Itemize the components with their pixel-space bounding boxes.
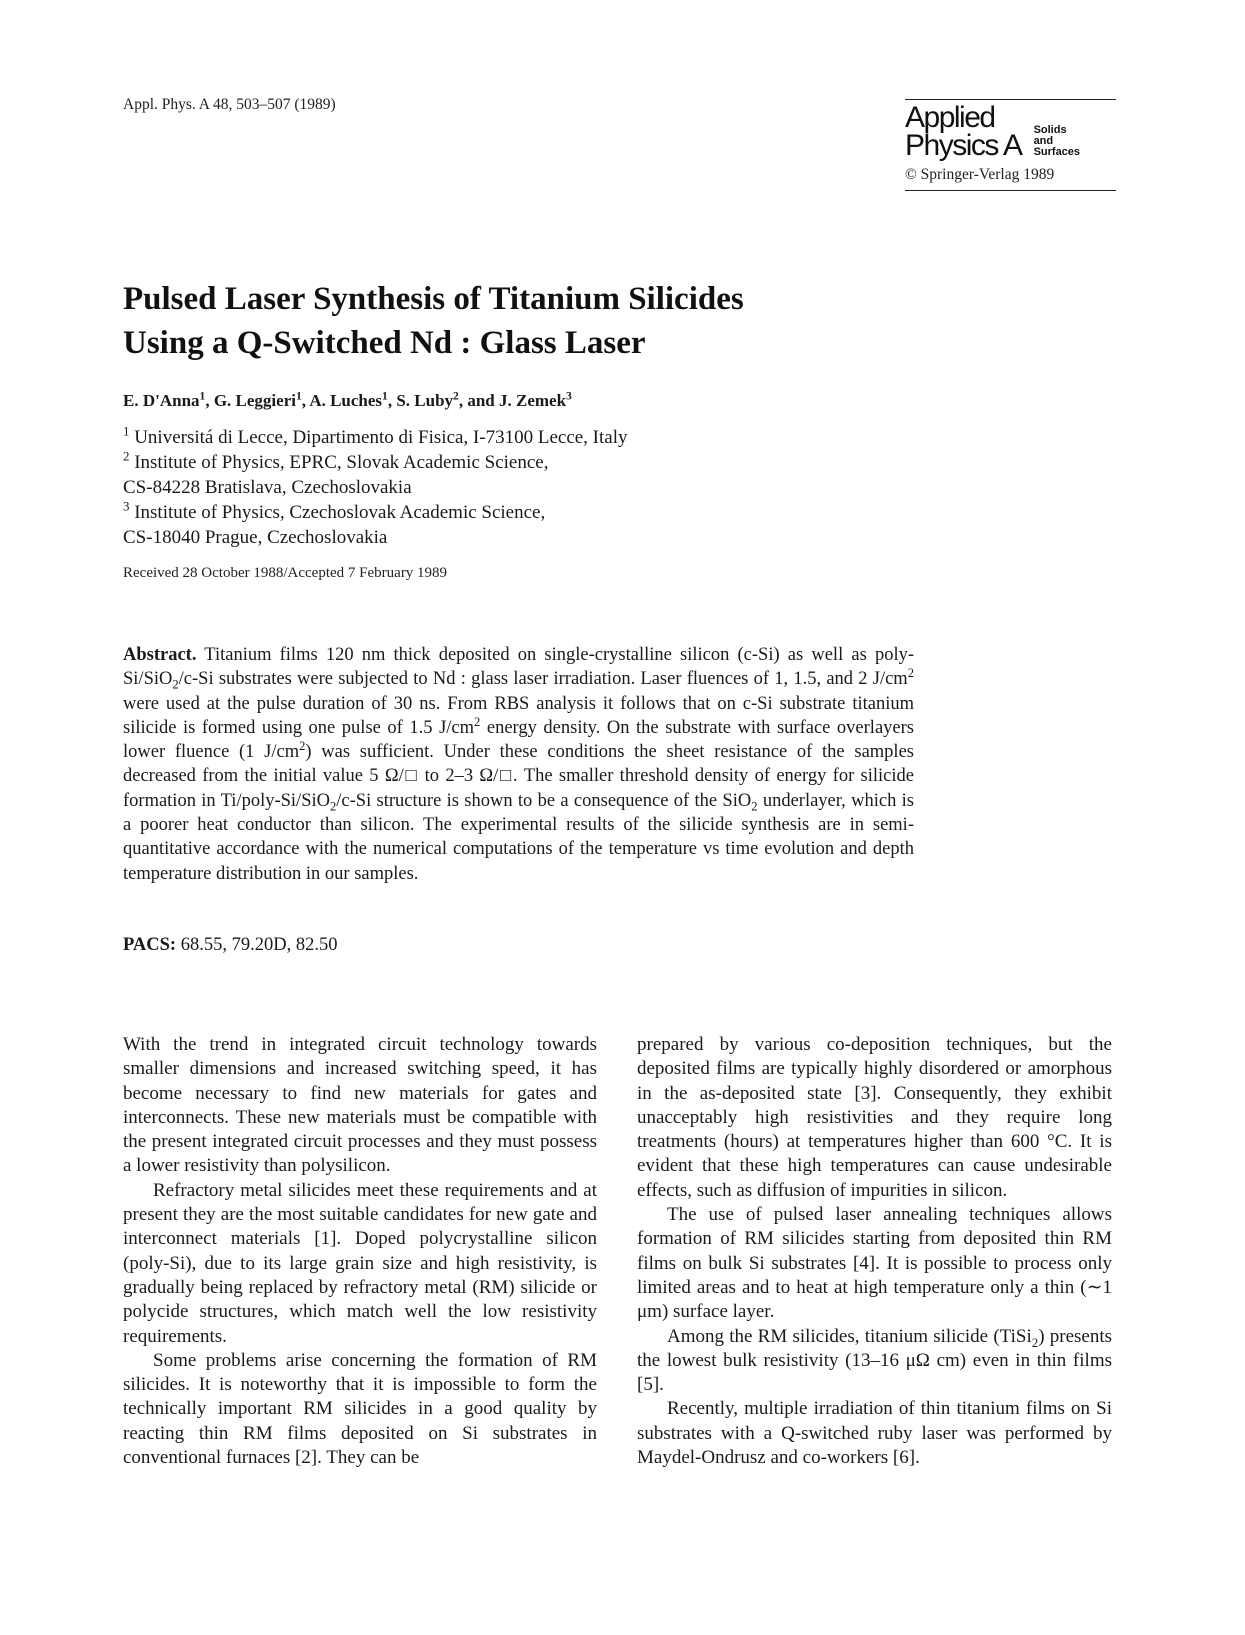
affiliation-3-cont: CS-18040 Prague, Czechoslovakia (123, 527, 388, 548)
author-separator: , (301, 391, 310, 410)
logo-sub-surfaces: Surfaces (1033, 146, 1081, 158)
abstract-text: Titanium films 120 nm thick deposited on single-crystalline silicon (c-Si) as well as poly-Si/SiO (123, 645, 914, 690)
author-separator: , (387, 391, 397, 410)
author-name: E. D'Anna (123, 391, 200, 410)
author-name: S. Luby (396, 391, 454, 410)
body-text: ) presents the lowest bulk resistivity (13–16 μΩ cm) even in thin films [5]. (637, 1325, 1112, 1396)
author-name: G. Leggieri (213, 391, 296, 410)
author-separator: , (205, 391, 214, 410)
body-paragraph: The use of pulsed laser annealing techniques allows formation of RM silicides starting from deposited thin RM films on bulk Si substrates [4]. It is possible to process only limited areas and to heat at high temperature only a thin (∼1 μm) surface layer. (637, 1204, 1112, 1323)
body-column-right (637, 1033, 1112, 1470)
author-name: J. Zemek (498, 391, 567, 410)
author-affil-mark: 1 (199, 389, 206, 403)
subscript: 2 (1031, 1334, 1039, 1350)
body-paragraph: With the trend in integrated circuit technology towards smaller dimensions and increased switching speed, it has become necessary to find new materials for gates and interconnects. These new materials must be compatible with the present integrated circuit processes and they must possess a lower resistivity than polysilicon. (123, 1034, 597, 1177)
affil-text: Institute of Physics, EPRC, Slovak Academic Science, (134, 452, 549, 473)
abstract-text: were used at the pulse duration of 30 ns. From RBS analysis it follows that on c-Si substrate titanium silicide is formed using one pulse of 1.5 J/cm (123, 693, 914, 738)
body-paragraph: prepared by various co-deposition techniques, but the deposited films are typically highly disordered or amorphous in the as-deposited state [3]. Consequently, they exhibit unacceptably high resistivities and they require long treatments (hours) at temperatures higher than 600 °C. It is evident that these high temperatures can cause undesirable effects, such as diffusion of impurities in silicon. (637, 1034, 1112, 1201)
affil-mark: 3 (123, 498, 130, 514)
affiliation-2 (123, 450, 628, 475)
logo-subtitle (1034, 125, 1080, 160)
abstract-text: /c-Si structure is shown to be a consequence of the SiO (336, 790, 752, 811)
affiliation-2-cont: CS-84228 Bratislava, Czechoslovakia (123, 477, 412, 498)
abstract-text: ) was sufficient. Under these conditions the sheet resistance of the samples decreased from the initial value 5 Ω/□ to 2–3 Ω/□. The smaller threshold density of energy for silicide formation in Ti/poly-Si/SiO (123, 742, 914, 811)
subscript: 2 (172, 677, 179, 692)
abstract-label: Abstract. (123, 645, 197, 665)
affil-text: Institute of Physics, Czechoslovak Academic Science, (134, 502, 546, 523)
affil-mark: 2 (123, 448, 130, 464)
body-paragraph: Recently, multiple irradiation of thin titanium films on Si substrates with a Q-switched ruby laser was performed by Maydel-Ondrusz and co-workers [6]. (637, 1398, 1112, 1469)
author-separator: , and (458, 391, 499, 410)
subscript: 2 (751, 799, 758, 814)
abstract (123, 643, 914, 886)
affil-mark: 1 (123, 423, 130, 439)
author-list (123, 391, 572, 411)
affil-text: Universitá di Lecce, Dipartimento di Fisica, I-73100 Lecce, Italy (134, 427, 628, 448)
logo-line-physics: Physics A (905, 129, 1022, 162)
body-paragraph (637, 1325, 1112, 1398)
subscript: 2 (330, 799, 337, 814)
title-line-1: Pulsed Laser Synthesis of Titanium Silicides (123, 281, 744, 317)
superscript: 2 (474, 714, 481, 729)
body-paragraph: Some problems arise concerning the formation of RM silicides. It is noteworthy that it is impossible to form the technically important RM silicides in a good quality by reacting thin RM films deposited on Si substrates in conventional furnaces [2]. They can be (123, 1349, 597, 1469)
logo-title (905, 101, 1022, 162)
title-line-2: Using a Q-Switched Nd : Glass Laser (123, 325, 646, 361)
superscript: 2 (299, 739, 306, 754)
abstract-text: underlayer, which is a poorer heat conductor than silicon. The experimental results of the silicide synthesis are in semi-quantitative accordance with the numerical computations of the temperature vs time evolution and depth temperature distribution in our samples. (123, 790, 914, 884)
author-affil-mark: 1 (295, 389, 302, 403)
logo-line-applied: Applied (905, 101, 995, 134)
pacs-codes (123, 935, 337, 956)
abstract-text: energy density. On the substrate with surface overlayers lower fluence (1 J/cm (123, 717, 914, 763)
author-name: A. Luches (309, 391, 383, 410)
affiliations (123, 425, 628, 550)
pacs-label: PACS: (123, 935, 177, 955)
author-affil-mark: 1 (382, 389, 388, 403)
journal-logo (905, 99, 1116, 191)
superscript: 2 (907, 666, 914, 681)
body-text: Among the RM silicides, titanium silicide (TiSi (667, 1325, 1032, 1347)
logo-sub-solids: Solids (1033, 124, 1067, 136)
article-title (123, 277, 923, 365)
author-affil-mark: 3 (566, 389, 572, 403)
affiliation-3 (123, 500, 628, 525)
journal-citation: Appl. Phys. A 48, 503–507 (1989) (123, 96, 336, 113)
publisher-copyright: © Springer-Verlag 1989 (905, 166, 1055, 183)
author-affil-mark: 2 (453, 389, 459, 403)
pacs-value: 68.55, 79.20D, 82.50 (176, 935, 338, 955)
logo-sub-and: and (1033, 135, 1054, 147)
affiliation-1 (123, 425, 628, 450)
abstract-text: /c-Si substrates were subjected to Nd : glass laser irradiation. Laser fluences of 1, 1.5, and 2 J/cm (178, 669, 908, 690)
body-paragraph: Refractory metal silicides meet these requirements and at present they are the most suitable candidates for new gate and interconnect materials [1]. Doped polycrystalline silicon (poly-Si), due to its large grain size and high resistivity, is gradually being replaced by refractory metal (RM) silicide or polycide structures, which match well the low resistivity requirements. (123, 1179, 597, 1347)
received-dates: Received 28 October 1988/Accepted 7 February 1989 (123, 565, 448, 581)
body-column-left (123, 1033, 597, 1470)
